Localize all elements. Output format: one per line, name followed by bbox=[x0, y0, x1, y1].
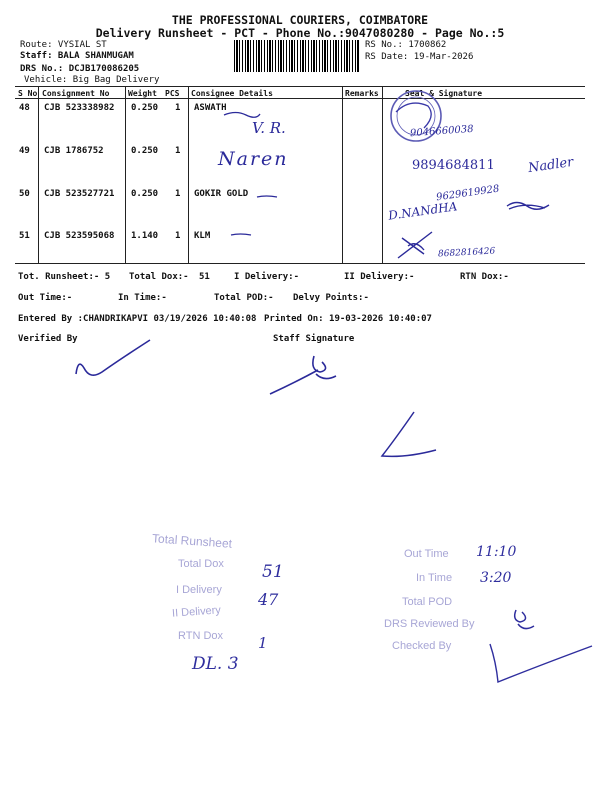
table-cell-consignment: CJB 523527721 bbox=[44, 189, 115, 199]
drs-number: DRS No.: DCJB170086205 bbox=[20, 64, 140, 74]
stamp-left-ii-delivery: II Delivery bbox=[171, 604, 222, 620]
summary-ii-delivery: II Delivery:- bbox=[344, 272, 415, 282]
table-cell-weight: 0.250 bbox=[131, 103, 159, 113]
table-cell-pcs: 1 bbox=[175, 146, 181, 156]
column-header-consignment: Consignment No bbox=[42, 89, 110, 98]
stamp-right-total-pod: Total POD bbox=[402, 596, 453, 608]
handwritten-phone: 9629619928 bbox=[435, 183, 501, 204]
stamp-left-rtn-dox: RTN Dox bbox=[178, 630, 224, 642]
summary-tot-runsheet: Tot. Runsheet:- 5 bbox=[18, 272, 111, 282]
staff-signature-label: Staff Signature bbox=[273, 334, 355, 344]
route-label: Route: VYSIAL ST bbox=[20, 40, 107, 50]
rs-date: RS Date: 19-Mar-2026 bbox=[365, 52, 474, 62]
stamp-left-total-dox: Total Dox bbox=[178, 558, 224, 570]
ink-scribble-mark bbox=[505, 198, 551, 214]
table-cell-consignment: CJB 523595068 bbox=[44, 231, 115, 241]
ink-dash-mark bbox=[230, 232, 252, 238]
table-bottom-border bbox=[15, 263, 585, 264]
table-cell-pcs: 1 bbox=[175, 189, 181, 199]
summary-out-time: Out Time:- bbox=[18, 293, 73, 303]
stamp-right-out-time-value: 11:10 bbox=[476, 544, 517, 560]
vehicle-label: Vehicle: Big Bag Delivery bbox=[24, 75, 160, 85]
table-cell-sno: 50 bbox=[19, 189, 30, 199]
stamp-right-in-time: In Time bbox=[416, 572, 453, 584]
barcode-image bbox=[234, 40, 360, 72]
stamp-right-drs-reviewed: DRS Reviewed By bbox=[384, 618, 475, 630]
handwritten-phone: 9894684811 bbox=[412, 158, 495, 173]
column-header-pcs: PCS bbox=[165, 89, 180, 98]
verified-by-label: Verified By bbox=[18, 334, 78, 344]
handwritten-name: D.NANdHA bbox=[387, 199, 459, 223]
summary-delvy-points: Delvy Points:- bbox=[293, 293, 369, 303]
column-header-sno: S No bbox=[18, 89, 38, 98]
table-cell-weight: 0.250 bbox=[131, 189, 159, 199]
stamp-left-title: Total Runsheet bbox=[151, 531, 233, 551]
table-cell-consignment: CJB 523338982 bbox=[44, 103, 115, 113]
column-header-remarks: Remarks bbox=[345, 89, 379, 98]
summary-total-dox: Total Dox:- bbox=[129, 272, 189, 282]
entered-by: Entered By :CHANDRIKAPVI 03/19/2026 10:40:08 bbox=[18, 314, 257, 324]
stamp-left-i-delivery-value: 47 bbox=[258, 590, 279, 609]
column-header-consignee: Consignee Details bbox=[191, 89, 273, 98]
stamp-left-i-delivery: I Delivery bbox=[176, 584, 222, 596]
summary-total-pod: Total POD:- bbox=[214, 293, 274, 303]
col-divider bbox=[342, 86, 343, 263]
table-cell-sno: 48 bbox=[19, 103, 30, 113]
staff-signature bbox=[266, 352, 346, 400]
table-cell-sno: 51 bbox=[19, 231, 30, 241]
handwritten-name: Naren bbox=[218, 148, 289, 170]
summary-rtn-dox: RTN Dox:- bbox=[460, 272, 509, 282]
table-cell-consignment: CJB 1786752 bbox=[44, 146, 104, 156]
table-cell-weight: 1.140 bbox=[131, 231, 159, 241]
col-divider bbox=[188, 86, 189, 263]
col-divider bbox=[125, 86, 126, 263]
handwritten-side-note: Nadler bbox=[527, 154, 575, 177]
stamp-right-signature-stroke bbox=[484, 642, 596, 686]
table-cell-consignee: GOKIR GOLD bbox=[194, 189, 249, 199]
col-divider bbox=[38, 86, 39, 263]
table-cell-pcs: 1 bbox=[175, 231, 181, 241]
table-cell-sno: 49 bbox=[19, 146, 30, 156]
stamp-right-out-time: Out Time bbox=[404, 548, 449, 560]
stamp-right-signature bbox=[508, 606, 538, 634]
table-cell-consignee: KLM bbox=[194, 231, 211, 241]
stamp-left-total-dox-value: 51 bbox=[262, 562, 284, 582]
summary-i-delivery: I Delivery:- bbox=[234, 272, 300, 282]
handwritten-signature bbox=[394, 228, 438, 264]
staff-label: Staff: BALA SHANMUGAM bbox=[20, 51, 134, 61]
table-cell-pcs: 1 bbox=[175, 103, 181, 113]
column-header-weight: Weight bbox=[128, 89, 157, 98]
handwritten-phone: 8682816426 bbox=[437, 246, 496, 260]
stamp-right-checked-by: Checked By bbox=[392, 640, 452, 652]
printed-on: Printed On: 19-03-2026 10:40:07 bbox=[264, 314, 432, 324]
summary-in-time: In Time:- bbox=[118, 293, 167, 303]
stamp-right-in-time-value: 3:20 bbox=[480, 570, 512, 586]
table-cell-weight: 0.250 bbox=[131, 146, 159, 156]
rs-number: RS No.: 1700862 bbox=[365, 40, 447, 50]
col-divider bbox=[382, 86, 383, 263]
table-header-border bbox=[15, 98, 585, 99]
stamp-left-rtn-dox-value: 1 bbox=[258, 634, 268, 652]
table-cell-consignee: ASWATH bbox=[194, 103, 227, 113]
column-header-seal-signature: Seal & Signature bbox=[405, 89, 483, 98]
ink-dash-mark bbox=[256, 194, 278, 200]
signature-stroke bbox=[378, 408, 440, 464]
stamp-left-dl-value: DL. 3 bbox=[192, 654, 239, 674]
table-top-border bbox=[15, 86, 585, 87]
runsheet-subtitle: Delivery Runsheet - PCT - Phone No.:9047080280 - Page No.:5 bbox=[95, 26, 505, 40]
summary-total-dox-value: 51 bbox=[199, 272, 210, 282]
verifier-signature bbox=[72, 336, 162, 386]
handwritten-phone: 9046660038 bbox=[409, 123, 474, 140]
handwritten-initials: V. R. bbox=[252, 119, 286, 137]
company-title: THE PROFESSIONAL COURIERS, COIMBATORE bbox=[171, 13, 429, 27]
